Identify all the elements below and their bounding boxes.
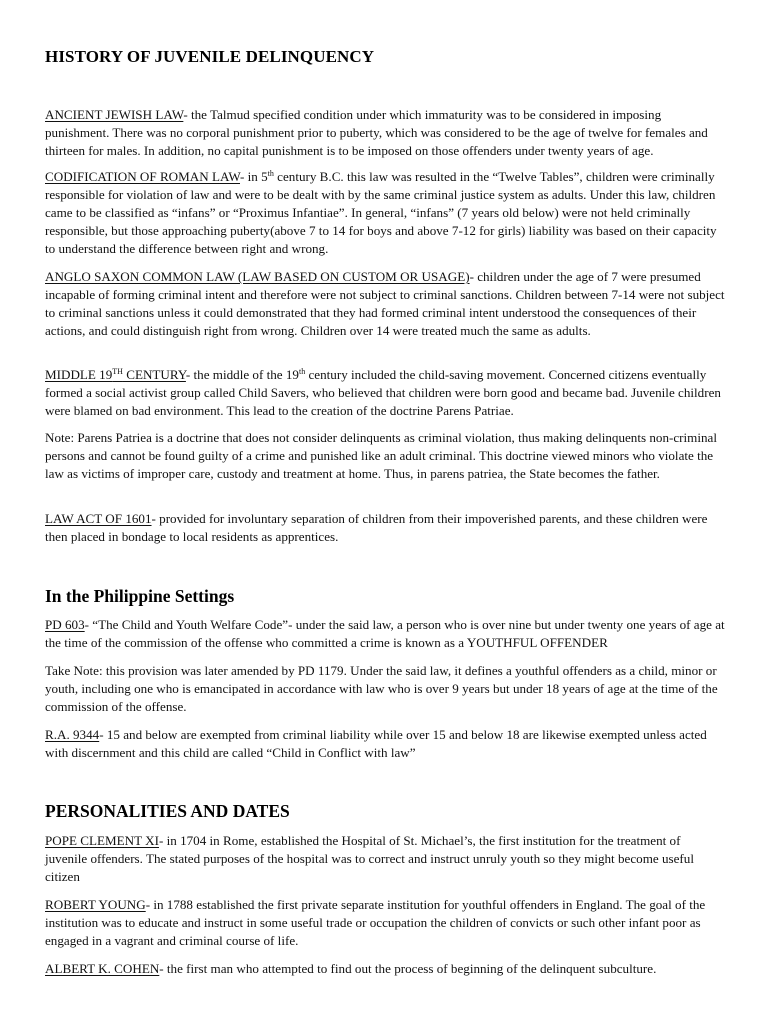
term-text: CENTURY bbox=[122, 367, 186, 382]
paragraph-text: - children under the age of 7 were presumed incapable of forming criminal intent and therefore were not subject to criminal sanctions. Children between 7-14 were not subject to criminal sanctions unless it could demonstrated that they had formed criminal intent understood the consequences of their actions, and could distinguish right from wrong. Children over 14 were treated much the same as adults. bbox=[45, 269, 725, 338]
term-ancient-jewish-law: ANCIENT JEWISH LAW bbox=[45, 107, 184, 122]
term-robert-young: ROBERT YOUNG bbox=[45, 897, 146, 912]
term-codification-roman-law: CODIFICATION OF ROMAN LAW bbox=[45, 169, 240, 184]
term-middle-19th-century bbox=[45, 367, 186, 382]
paragraph-text: - the middle of the 19 bbox=[185, 367, 299, 382]
section-heading-philippines: In the Philippine Settings bbox=[45, 586, 235, 606]
paragraph-law-act-1601 bbox=[45, 510, 725, 546]
paragraph-text: century included the child-saving movement. Concerned citizens eventually formed a social activist group called Child Savers, who believed that children were born good and became bad. Juvenile children were blamed on bad environment. This lead to the creation of the doctrine Parens Patriae. bbox=[45, 367, 721, 418]
paragraph-text: - the Talmud specified condition under which immaturity was to be considered in imposing punishment. There was no corporal punishment prior to puberty, which was considered to be the age of twelve for females and thirteen for males. In addition, no capital punishment is to be imposed on those offenders under twenty years of age. bbox=[45, 107, 708, 158]
paragraph-text: - 15 and below are exempted from criminal liability while over 15 and below 18 are likewise exempted unless acted with discernment and this child are called “Child in Conflict with law” bbox=[45, 727, 707, 760]
paragraph-note-parens-patriae: Note: Parens Patriea is a doctrine that does not consider delinquents as criminal violation, thus making delinquents non-criminal persons and cannot be found guilty of a crime and punished like an adult criminal. This doctrine viewed minors who violate the law as victims of improper care, custody and treatment at home. Thus, in parens patriea, the State becomes the father. bbox=[45, 430, 717, 481]
term-law-act-1601: LAW ACT OF 1601 bbox=[45, 511, 152, 526]
paragraph-text: century B.C. this law was resulted in the “Twelve Tables”, children were criminally responsible for violation of law and were to be dealt with by the same criminal justice system as adults. Under this law, children came to be classified as “infans” or “Proximus Infantiae”. In general, “infans” (7 years old below) were not held criminally responsible, but those approaching puberty(above 7 to 14 for boys and above 7-12 for girls) liability was based on their capacity to understand the difference between right and wrong. bbox=[45, 169, 717, 256]
section-heading-personalities: PERSONALITIES AND DATES bbox=[45, 801, 290, 821]
term-pope-clement-xi: POPE CLEMENT XI bbox=[45, 833, 159, 848]
paragraph-robert-young bbox=[45, 896, 725, 950]
paragraph-text: - in 1704 in Rome, established the Hospital of St. Michael’s, the first institution for the treatment of juvenile offenders. The stated purposes of the hospital was to correct and instruct unruly youth so they might become useful citizen bbox=[45, 833, 694, 884]
paragraph-ancient-jewish-law bbox=[45, 106, 725, 160]
paragraph-middle-19th-century bbox=[45, 366, 725, 420]
paragraph-text: - in 1788 established the first private separate institution for youthful offenders in England. The goal of the institution was to educate and instruct in some useful trade or occupation the children of convicts or such other infant poor as engaged in a vagrant and criminal course of life. bbox=[45, 897, 706, 948]
paragraph-text: - provided for involuntary separation of children from their impoverished parents, and these children were then placed in bondage to local residents as apprentices. bbox=[45, 511, 708, 544]
paragraph-take-note: Take Note: this provision was later amended by PD 1179. Under the said law, it defines a youthful offenders as a child, minor or youth, including one who is emancipated in accordance with law who is over 9 years but under 18 years of age at the time of the commission of the offense. bbox=[45, 663, 718, 714]
paragraph-pd-603 bbox=[45, 616, 725, 652]
superscript: th bbox=[267, 169, 274, 178]
paragraph-text: - in 5 bbox=[240, 169, 268, 184]
term-text: MIDDLE 19 bbox=[45, 367, 113, 382]
paragraph-text: - the first man who attempted to find out the process of beginning of the delinquent subculture. bbox=[159, 961, 657, 976]
superscript: TH bbox=[112, 367, 123, 376]
term-pd-603: PD 603 bbox=[45, 617, 85, 632]
paragraph-pope-clement-xi bbox=[45, 832, 725, 886]
paragraph-roman-law bbox=[45, 168, 725, 258]
term-albert-k-cohen: ALBERT K. COHEN bbox=[45, 961, 160, 976]
page-title: HISTORY OF JUVENILE DELINQUENCY bbox=[45, 47, 375, 66]
paragraph-ra-9344 bbox=[45, 726, 725, 762]
term-anglo-saxon-law: ANGLO SAXON COMMON LAW (LAW BASED ON CUSTOM OR USAGE) bbox=[45, 269, 470, 284]
paragraph-albert-k-cohen bbox=[45, 960, 725, 978]
paragraph-text: - “The Child and Youth Welfare Code”- under the said law, a person who is over nine but under twenty one years of age at the time of the commission of the offense who committed a crime is known as a YOUTHFUL OFFENDER bbox=[45, 617, 725, 650]
paragraph-anglo-saxon-law bbox=[45, 268, 725, 340]
superscript: th bbox=[298, 367, 306, 376]
term-ra-9344: R.A. 9344 bbox=[45, 727, 100, 742]
